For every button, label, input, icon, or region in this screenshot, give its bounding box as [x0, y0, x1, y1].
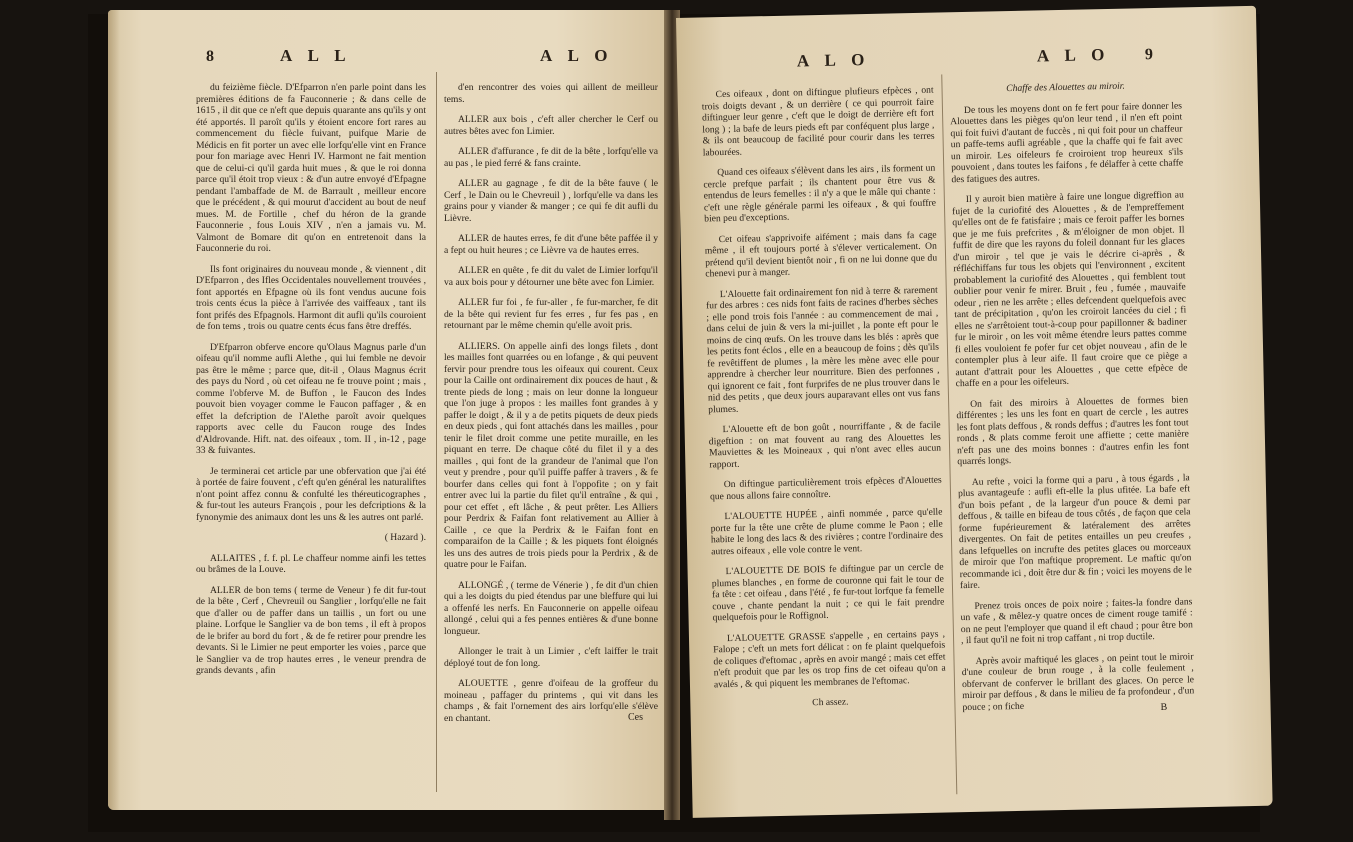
entry-allonge: ALLONGÉ , ( terme de Vénerie ) , fe dit d'un chien qui a les doigts du pied étendus par une bleffure qui lui a offenfé les nerfs. En Fauconnerie on appelle oifeau allongé , celui qui a fes pennes entières & d'une bonne longueur. — [444, 579, 658, 637]
paragraph: De tous les moyens dont on fe fert pour faire donner les Alouettes dans les pièges qu'on leur tend , il n'en eft point qui foit fuivi d'autant de fuccès , ni qui foit pour un chaffeur un paffe-tems aufli agréable , que la chaffe qui fe fait avec un miroir. Les oifeleurs fe croiroient trop heureux s'ils pouvoient , dans toutes les faifons , fe délaffer à cette chaffe des fatigues des autres. — [950, 99, 1184, 185]
section-heading: Chaffe des Alouettes au miroir. — [1006, 80, 1125, 95]
paragraph: du feizième fiècle. D'Efparron n'en parle point dans les premières éditions de fa Fauconnerie ; & dans celle de 1615 , il dit que ce n'eft que depuis quarante ans qu'ils y ont été apportés. Il paroît qu'ils y étoient encore fort rares au commencement du fiècle fuivant, puifque Marie de Médicis en fit porter un avec elle lorfqu'elle vint en France pour fon mariage avec Henri IV. Harmont ne fait mention que de celui-ci qu'il garda huit mues , & que le roi donna parce qu'il étoit trop vieux : & d'un autre envoyé d'Efpagne pendant l'ambaffade de M. de Barrault , meilleur encore que le précédent , & qui mourut d'accident au bout de neuf mues. M. de Fortille , chef du héron de la grande Fauconnerie , fous Louis XIV , n'en a jamais vu. M. Valmont de Bomare dit qu'on en entretenoit dans la Fauconnerie du roi. — [196, 82, 426, 254]
right-column-2 — [949, 79, 1194, 722]
paragraph: L'Alouette fait ordinairement fon nid à terre & rarement fur des arbres : ces nids font faits de racines d'herbes sèches ; elle pond trois fois l'année : au commencement de mai , dans celui de juin & vers la mi-juillet , la ponte eft pour le moins de cinq œufs. On les trouve dans les blés : après que les petits font éclos , elle en a beaucoup de foins ; dès qu'ils fe revêtiffent de plumes , la mère les mène avec elle pour apprendre à chercher leur nourriture. Bien des perfonnes , qui ignorent ce fait , font furprifes de ne plus trouver dans le nid des petits , que deux jours auparavant elles ont vus fans plumes. — [705, 284, 941, 415]
entry-allaites: ALLAITES , f. f. pl. Le chaffeur nomme ainfi les tettes ou brâmes de la Louve. — [196, 552, 426, 575]
right-page-number: 9 — [1144, 46, 1154, 64]
paragraph: Au refte , voici la forme qui a paru , à tous égards , la plus avantageufe : aufli eft-elle la plus ufitée. La bafe eft d'un bois pefant , de la largeur d'un pouce & demi par deffous , & taille en bifeau de tous côtés , de façon que cela forme fupérieurement & latéralement des arrêtes divergentes. On fait de petites entailles un peu creufes , dans lefquelles on incrufte des petites glaces ou morceaux de miroir que l'on maftique proprement. Le maftic qu'on recommande ici , doit être dur & fin ; voici les moyens de le faire. — [957, 471, 1192, 592]
right-page — [676, 6, 1273, 818]
entry-alouette-de-bois: L'ALOUETTE DE BOIS fe diftingue par un cercle de plumes blanches , en forme de couronne qui fait le tour de fa tête : cet oifeau , dans l'été , fe fur-tout lorfque fa femelle couve , chante pendant la nuit ; ce qui le fait prendre quelquefois pour le Roffignol. — [711, 561, 945, 624]
entry-alouette-grasse: L'ALOUETTE GRASSE s'appelle , en certains pays , Falope ; c'eft un mets fort délicat : on fe plaint quelquefois de coliques d'eftomac , après en avoir mangé ; mais cet effet n'eft produit que par les os trop fins de cet oifeau qu'on a avalés , & qui piquent les membranes de l'eftomac. — [713, 628, 946, 690]
paragraph: Quand ces oifeaux s'élèvent dans les airs , ils forment un cercle prefque parfait ; ils chantent pour être vus & entendus de leurs femelles : il n'y a que le mâle qui chante : c'eft une règle générale parmi les oifeaux , & qui fouffre bien peu d'exceptions. — [703, 162, 937, 225]
entry-aller-en-quete: ALLER en quête , fe dit du valet de Limier lorfqu'il va aux bois pour y détourner une bête avec fon Limier. — [444, 265, 658, 288]
paragraph: d'en rencontrer des voies qui aillent de meilleur tems. — [444, 82, 658, 105]
entry-aller-de-hautes-erres: ALLER de hautes erres, fe dit d'une bête paffée il y a fept ou huit heures ; ce Lièvre va de hautes erres. — [444, 233, 658, 256]
paragraph: D'Efparron obferve encore qu'Olaus Magnus parle d'un oifeau qu'il nomme aufli Alethe , qui lui femble ne devoir pas être le même ; parce que, dit-il , Olaus Magnus écrit des pays du Nord , où cet oifeau ne fe trouve point ; mais , comme l'obferve M. de Buffon , le Faucon des Indes pouvoit bien voyager comme le Faucon paffager , & en effet la defcription de l'Alethe paroît avoir quelques rapports avec celle du Faucon rouge des Indes d'Aldrovande. Hift. nat. des oifeaux , tom. II , in-12 , page 33 & fuivantes. — [196, 341, 426, 456]
entry-alliers: ALLIERS. On appelle ainfi des longs filets , dont les mailles font quarrées ou en lofange , & qui peuvent fervir pour prendre tous les oifeaux qui courent. Ceux pour la Caille ont ordinairement dix pouces de haut , & trente pieds de long ; mais on leur donne la longueur que l'on juge à propos : les mailles font grandes à y paffer le doigt , & il y a de petits piquets de deux pieds en deux pieds , qui font attachés dans les mailles , pour tenir le filet droit comme une petite muraille, en les piquant en terre. De chaque côté du filet il y a des mailles , qui font de la grandeur de l'animal que l'on veut y prendre , pour qu'il puiffe paffer à travers , & fe bourfer dans celles qui font à l'oppofite ; on y fait entrer avec lui la partie du filet qu'il entraîne , & qui , pour cet effet , eft lâche , & peut prêter. Les Alliers pour Perdrix & Faifan font relativement au Allier à Caille , ce que la Perdrix & le Faifan font en comparaifon de la Caille ; & les piquets font éloignés les uns des autres de trois pieds pour la Perdrix , & de quatre pour le Faifan. — [444, 340, 658, 570]
paragraph: Prenez trois onces de poix noire ; faites-la fondre dans un vafe , & mêlez-y quatre onces de ciment rouge tamifé : on ne peut l'employer que quand il eft chaud ; pour être bon , il faut qu'il ne foit ni trop caffant , ni trop ductile. — [960, 595, 1193, 647]
right-running-head-left: A L O — [796, 49, 871, 71]
paragraph: L'Alouette eft de bon goût , nourriffante , & de facile digeftion : on mat fouvent au rang des Alouettes les Mauviettes & les Moineaux , qui n'ont avec elles aucun rapport. — [708, 419, 942, 470]
right-column-1 — [702, 85, 947, 720]
left-column-2 — [444, 82, 658, 733]
left-running-head-right: A L O — [540, 46, 614, 65]
author-credit: ( Hazard ). — [384, 532, 426, 543]
paragraph: Cet oifeau s'apprivoife aifément ; mais dans fa cage même , il eft toujours porté à s'élever verticalement. On prétend qu'il devient bientôt noir , fi on ne lui donne que du chenevi pur à manger. — [704, 229, 938, 280]
paragraph: Il y auroit bien matière à faire une longue digreffion au fujet de la curiofité des Alouettes , & de l'empreffement qu'elles ont de fe fatisfaire ; mais ce feroit paffer les bornes que je me fuis prefcrites , & m'éloigner de mon objet. Il fuffit de dire que les rayons du foleil donnant fur les glaces d'un miroir , tel que je vais le décrire ci-après , & réfléchiffans fur tous les objets qui l'environnent , excitent probablement la curiofité des Alouettes , qui femblent tout oublier pour venir fe mirer. Bruit , feu , fumée , mauvaife odeur , rien ne les arrête ; elles defcendent quelquefois avec tant de précipitation , qu'on les croiroit lancées du ciel ; fi elles ne s'arrêtoient tout-à-coup pour papillonner & badiner fur le miroir , on les voit même étendre leurs pattes comme fi elles vouloient fe pofer fur cet objet nouveau , afin de le contempler plus à leur aife. Il faut croire que ce piège a autant d'attrait pour les Alouettes , que cette efpèce de chaffe en a pour les oifeleurs. — [951, 189, 1188, 390]
paragraph: On diftingue particulièrement trois efpèces d'Alouettes que nous allons faire connoître. — [709, 474, 942, 502]
paragraph: Allonger le trait à un Limier , c'eft laiffer le trait déployé tout de fon long. — [444, 646, 658, 669]
entry-aller-sur-soi: ALLER fur foi , fe fur-aller , fe fur-marcher, fe dit de la bête qui revient fur fes erres , fur fes pas , en retournant par le même chemin qu'elle avoit pris. — [444, 297, 658, 331]
paragraph: Ces oifeaux , dont on diftingue plufieurs efpèces , ont trois doigts devant , & un derrière ( ce qui pourroit faire diftinguer leur genre , c'eft que le doigt de derrière eft fort long ) ; la bafe de leurs pieds eft par conféquent plus large , & ils ont beaucoup de facilité pour courir dans les terres labourées. — [701, 84, 935, 158]
column-rule — [436, 72, 437, 792]
signature-mark: B — [1160, 701, 1168, 714]
entry-alouette: ALOUETTE , genre d'oifeau de la groffeur du moineau , paffager du printems , qui vit dans les champs , & fait l'ornement des airs lorfqu'elle s'élève en chantant. — [444, 678, 658, 724]
paragraph: Après avoir maftiqué les glaces , on peint tout le miroir d'une couleur de brun rouge , à la colle feulement , obfervant de conferver le brillant des glaces. On perce le miroir par deffous , & dans le milieu de fa profondeur , d'un pouce ; on fiche — [961, 650, 1195, 713]
entry-aller-dassurance: ALLER d'affurance , fe dit de la bête , lorfqu'elle va au pas , le pied ferré & fans crainte. — [444, 146, 658, 169]
right-running-head-right: A L O — [1036, 44, 1111, 66]
paragraph: Ils font originaires du nouveau monde , & viennent , dit D'Efparron , des Ifles Occidentales nouvellement trouvées , font apportés en Efpagne où ils font vendus aucune fois trois cents écus la pièce à l'arrivée des vaiffeaux , tant ils font prifés des Efpagnols. Harmont dit aufli qu'ils couroient de fon tems , trois ou quatre cents écus fans être dreffés. — [196, 263, 426, 332]
paragraph: On fait des miroirs à Alouettes de formes bien différentes ; les uns les font en quart de cercle , les autres les font plats deffous , & ronds deffus ; d'autres les font tout ronds , & plats comme feroit une affiette ; cette manière n'eft pas une des moins bonnes : d'autres enfin les font quarrés longs. — [956, 393, 1190, 468]
page-edge — [108, 10, 120, 810]
entry-aller-au-gagnage: ALLER au gagnage , fe dit de la bête fauve ( le Cerf , le Dain ou le Chevreuil ) , lorfqu'elle va dans les grains pour y viander & manger ; ce qui fe dit aufli du Lièvre. — [444, 178, 658, 224]
catchword: Ces — [628, 712, 643, 723]
left-page-number: 8 — [206, 48, 214, 65]
left-page — [108, 10, 668, 810]
paragraph: Je terminerai cet article par une obfervation que j'ai été à portée de faire fouvent , c'eft qu'en général les naturaliftes n'ont point affez connu & confulté les théreuticographes , & fur-tout les auteurs François , pour les defcriptions & la fynonymie des animaux dont les uns & les autres ont parlé. — [196, 465, 426, 523]
signature-line: Ch assez. — [812, 696, 849, 709]
left-column-1 — [196, 82, 426, 686]
entry-alouette-hupee: L'ALOUETTE HUPÉE , ainfi nommée , parce qu'elle porte fur la tête une crête de plume comme le Paon ; elle habite le long des lacs & des rivières ; contre l'ordinaire des autres oifeaux , elle vole contre le vent. — [710, 506, 944, 557]
left-running-head-left: A L L — [280, 46, 352, 65]
entry-aller-aux-bois: ALLER aux bois , c'eft aller chercher le Cerf ou autres bêtes avec fon Limier. — [444, 114, 658, 137]
entry-aller-de-bon-tems: ALLER de bon tems ( terme de Veneur ) fe dit fur-tout de la bête , Cerf , Chevreuil ou Sanglier , lorfqu'elle ne fait que d'aller ou de paffer dans un taillis , un fort ou une plaine. Lorfque le Sanglier va de bon tems , il eft à propos de le brifer au bord du fort , & de fe retirer pour prendre les devants. Si le Limier ne peut emporter les voies , parce que le Sanglier va de trop hautes erres , le veneur prendra de grands devants , afin — [196, 584, 426, 676]
